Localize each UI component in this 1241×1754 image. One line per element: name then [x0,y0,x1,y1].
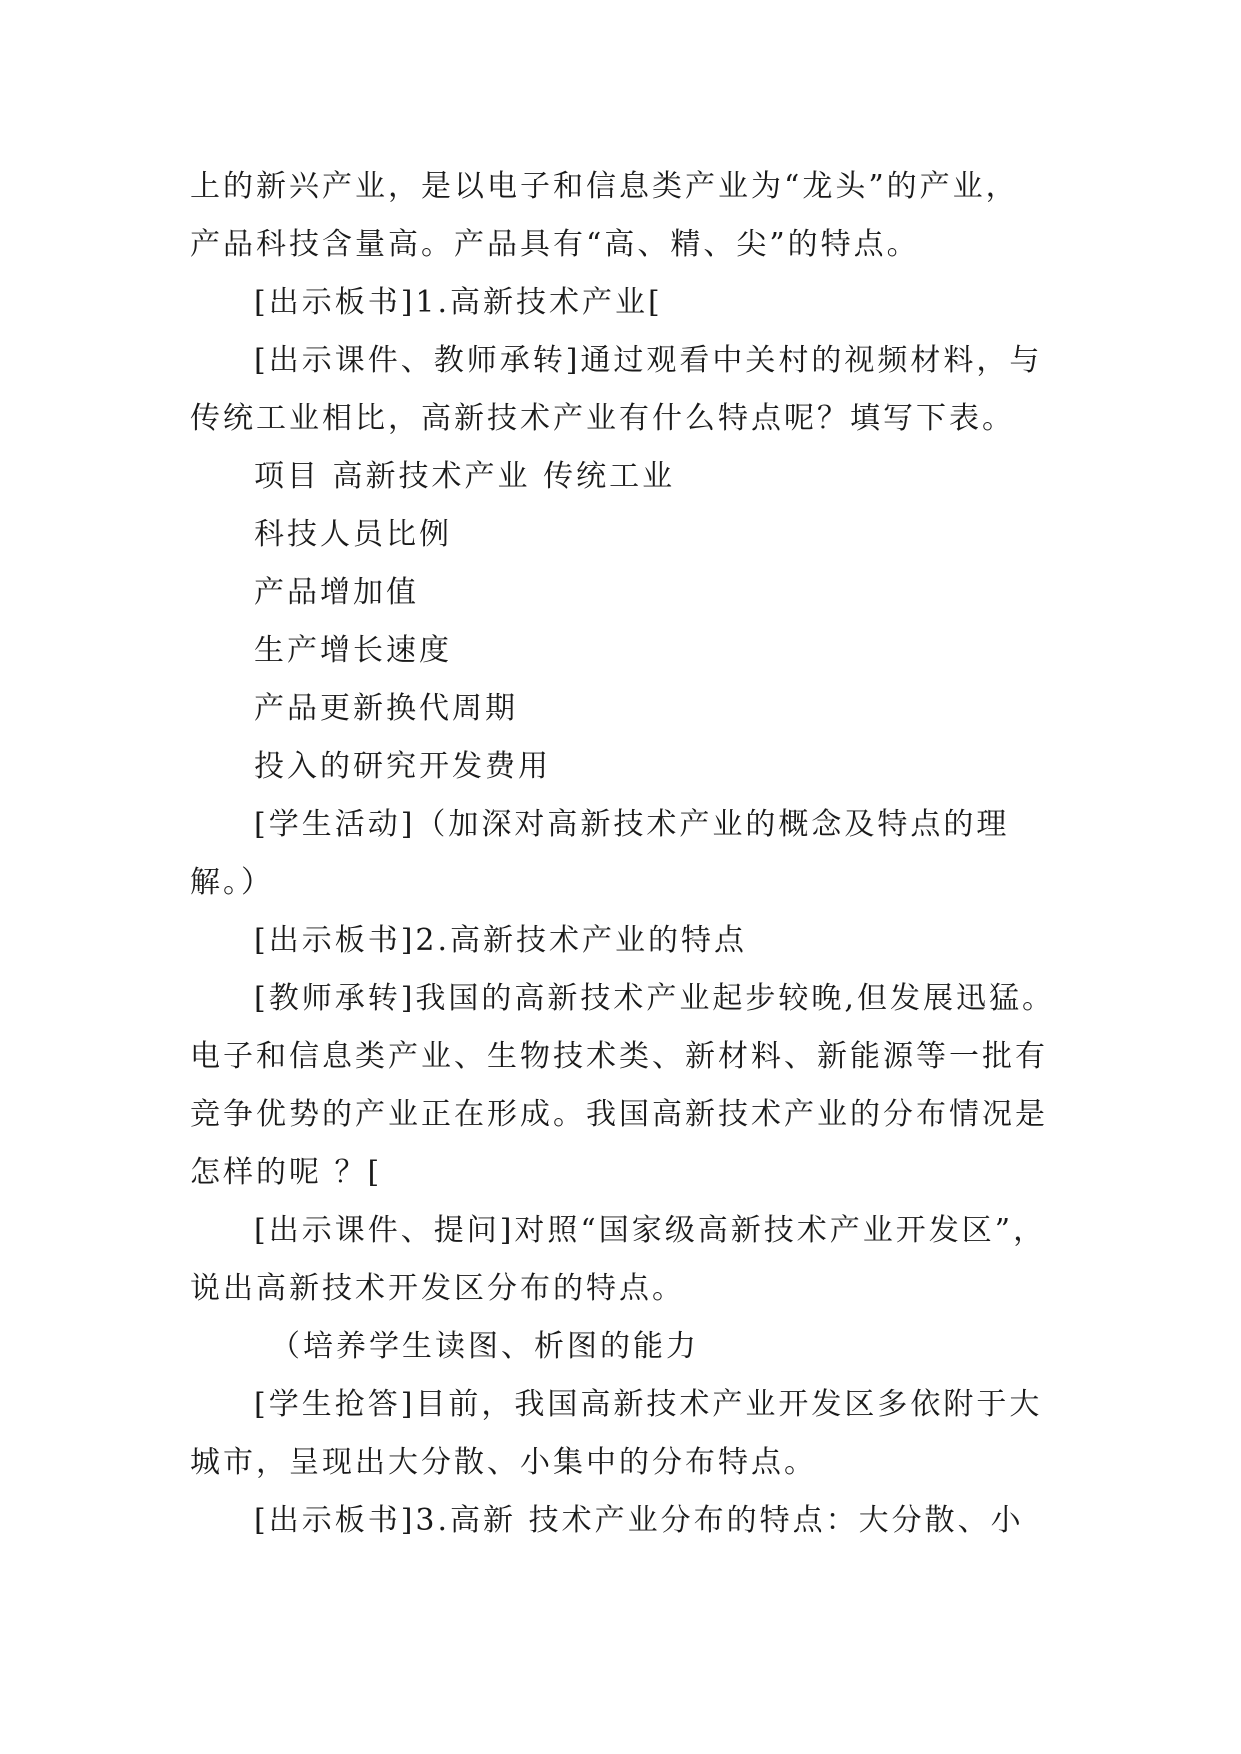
table-row-label: 生产增长速度 [254,633,452,668]
table-row-label: 投入的研究开发费用 [254,749,551,784]
document-body [190,158,1070,1550]
text-line: 城市，呈现出大分散、小集中的分布特点。 [190,1445,817,1480]
text-line: 产品科技含量高。产品具有“高、精、尖”的特点。 [190,227,920,262]
text-line: [出示板书]3.高新 技术产业分布的特点：大分散、小 [254,1503,1024,1538]
text-line: [出示板书]2.高新技术产业的特点 [254,923,748,958]
text-line: [教师承转]我国的高新技术产业起步较晚,但发展迅猛。 [254,981,1055,1016]
text-line: [学生抢答]目前，我国高新技术产业开发区多依附于大 [254,1387,1043,1422]
table-header-line: 项目 高新技术产业 传统工业 [254,459,676,494]
text-line: 传统工业相比，高新技术产业有什么特点呢？填写下表。 [190,401,1015,436]
text-line: （培养学生读图、析图的能力 [270,1329,699,1364]
text-line: 解。） [190,865,274,900]
text-line: [学生活动]（加深对高新技术产业的概念及特点的理 [254,807,1010,842]
text-line: 电子和信息类产业、生物技术类、新材料、新能源等一批有 [190,1039,1048,1074]
table-row-label: 产品更新换代周期 [254,691,518,726]
text-line: 怎样的呢 ？[ [190,1155,383,1190]
table-row-label: 科技人员比例 [254,517,452,552]
text-line: 竞争优势的产业正在形成。我国高新技术产业的分布情况是 [190,1097,1048,1132]
text-line: [出示课件、教师承转]通过观看中关村的视频材料，与 [254,343,1043,378]
text-line: [出示板书]1.高新技术产业[ [254,285,663,320]
text-line: 说出高新技术开发区分布的特点。 [190,1271,685,1306]
table-row-label: 产品增加值 [254,575,419,610]
text-line: 上的新兴产业，是以电子和信息类产业为“龙头”的产业， [190,169,1019,204]
text-line: [出示课件、提问]对照“国家级高新技术产业开发区”， [254,1213,1047,1248]
